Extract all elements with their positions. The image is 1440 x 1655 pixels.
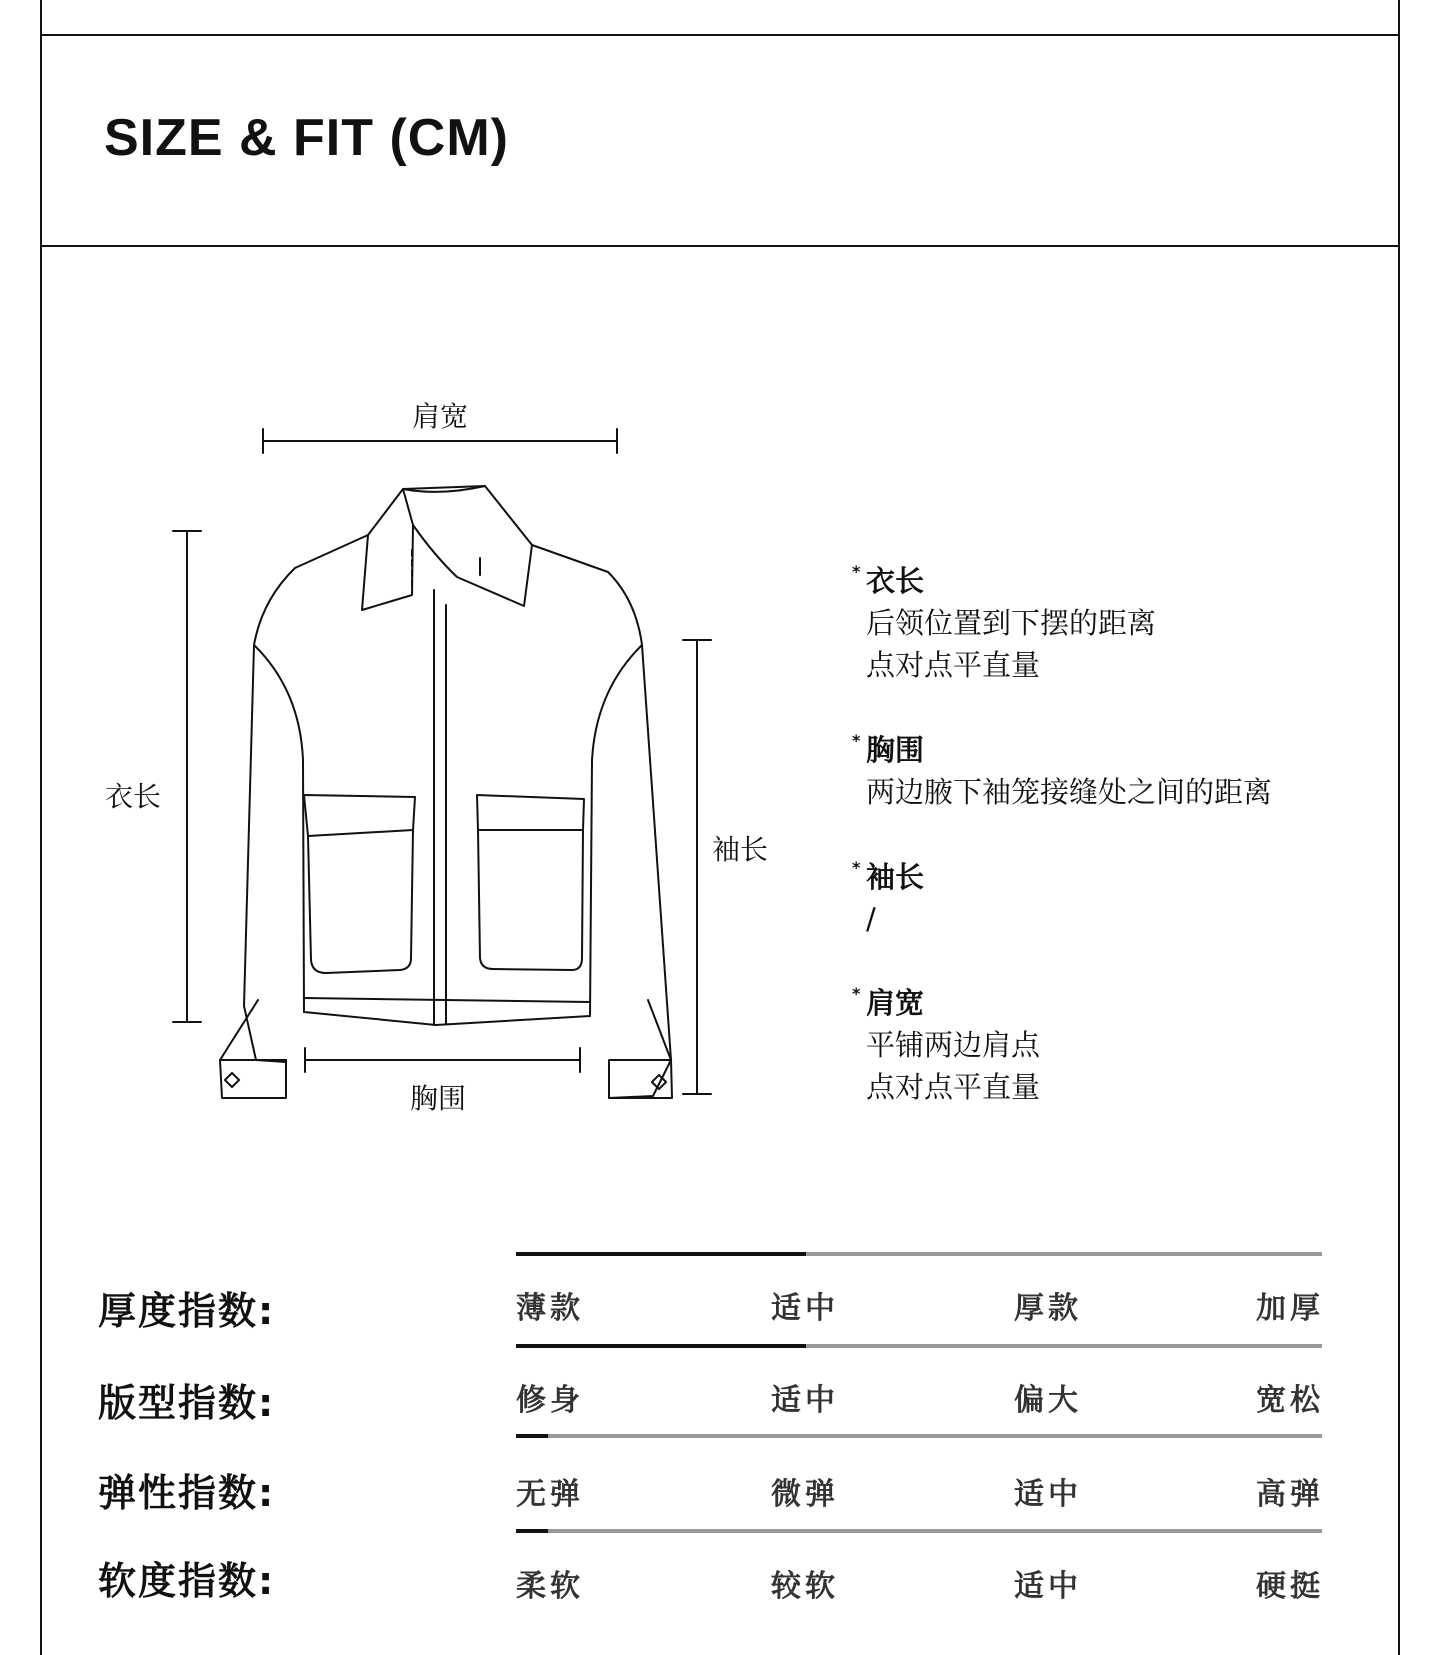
definition-shoulder — [852, 982, 1041, 1108]
length-label: 衣长 — [105, 780, 162, 813]
definition-line: 两边腋下袖笼接缝处之间的距离 — [866, 775, 1273, 809]
definition-length — [852, 560, 1157, 686]
index-fill — [516, 1344, 806, 1348]
index-option: 偏大 — [1014, 1383, 1082, 1418]
index-option: 薄款 — [516, 1291, 584, 1326]
index-option: 高弹 — [1256, 1477, 1324, 1512]
index-option: 微弹 — [771, 1477, 839, 1512]
index-fill — [516, 1434, 548, 1438]
definition-line: 后领位置到下摆的距离 — [866, 606, 1157, 640]
index-option: 无弹 — [516, 1477, 584, 1512]
index-track — [516, 1252, 1322, 1256]
index-option: 较软 — [771, 1569, 839, 1604]
index-track — [516, 1344, 1322, 1348]
index-track — [516, 1529, 1322, 1533]
index-label: 版型指数: — [98, 1381, 276, 1425]
definition-line: 点对点平直量 — [866, 648, 1041, 682]
asterisk: * — [852, 984, 861, 1003]
definition-term: 袖长 — [866, 860, 925, 894]
definition-term: 胸围 — [866, 733, 925, 767]
sleeve-label: 袖长 — [712, 833, 769, 866]
index-label: 厚度指数: — [98, 1289, 276, 1333]
index-option: 厚款 — [1014, 1291, 1082, 1326]
index-option: 柔软 — [516, 1569, 584, 1604]
chest-label: 胸围 — [410, 1082, 467, 1115]
index-label: 软度指数: — [98, 1559, 276, 1603]
asterisk: * — [852, 731, 861, 750]
index-option: 适中 — [1014, 1477, 1082, 1512]
index-option: 适中 — [771, 1383, 839, 1418]
index-option: 加厚 — [1256, 1291, 1324, 1326]
index-option: 硬挺 — [1256, 1569, 1324, 1604]
index-option: 宽松 — [1256, 1383, 1324, 1418]
definition-chest — [852, 729, 1273, 813]
shoulder-label: 肩宽 — [412, 400, 469, 433]
asterisk: * — [852, 858, 861, 877]
definition-term: 衣长 — [866, 564, 925, 598]
index-option: 修身 — [516, 1383, 584, 1418]
index-label: 弹性指数: — [98, 1471, 276, 1515]
definition-term: 肩宽 — [866, 986, 925, 1020]
page-title: SIZE & FIT (CM) — [104, 109, 509, 167]
index-fill — [516, 1252, 806, 1256]
index-fill — [516, 1529, 548, 1533]
definition-line: 平铺两边肩点 — [866, 1028, 1041, 1062]
definition-line: 点对点平直量 — [866, 1070, 1041, 1104]
definition-line: / — [866, 902, 876, 936]
asterisk: * — [852, 562, 861, 581]
index-track — [516, 1434, 1322, 1438]
index-option: 适中 — [1014, 1569, 1082, 1604]
index-option: 适中 — [771, 1291, 839, 1326]
definition-sleeve — [852, 856, 925, 940]
